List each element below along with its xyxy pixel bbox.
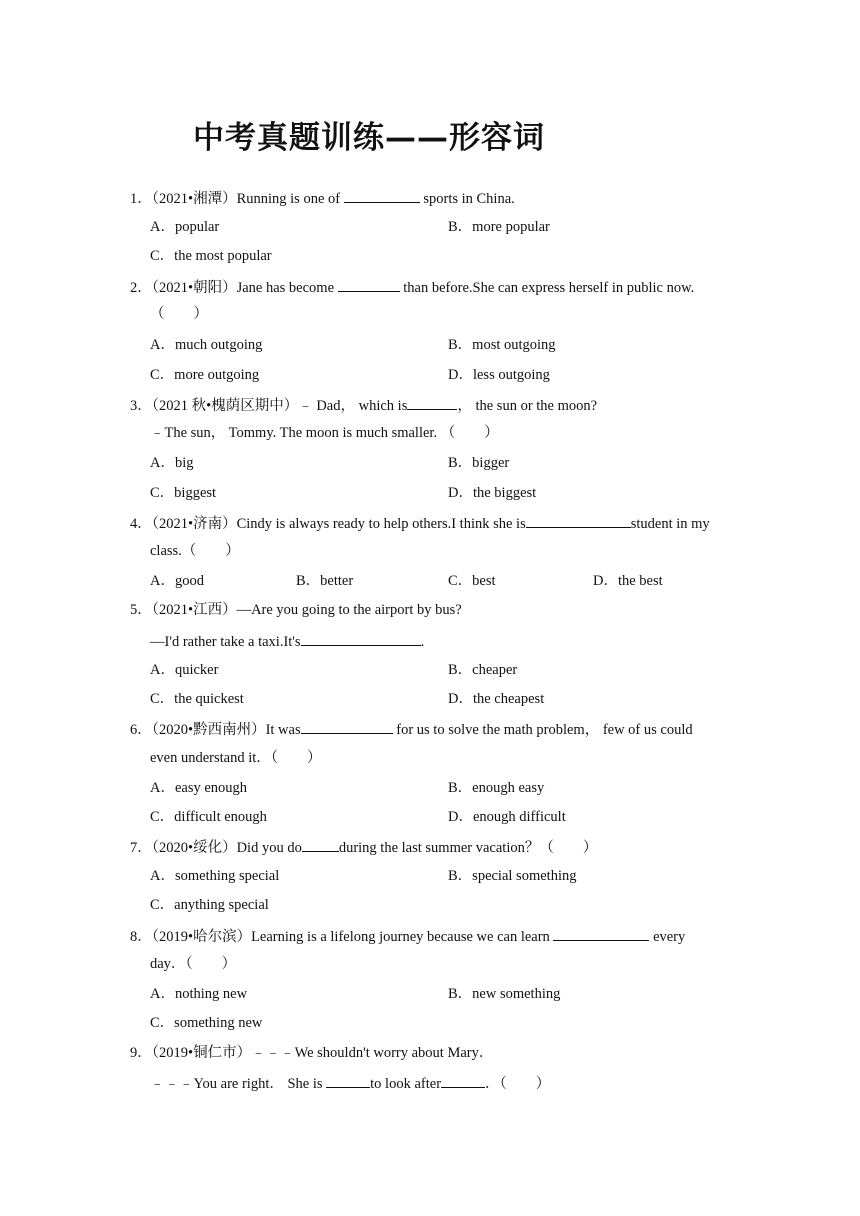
option-a: A．something special — [150, 868, 280, 884]
option-c: C．the quickest — [150, 691, 244, 707]
option-b: B．special something — [448, 868, 577, 884]
question-stem-text: 8．（2019•哈尔滨）Learning is a lifelong journey because we can learn — [130, 929, 554, 945]
question-1-stem — [130, 188, 515, 208]
answer-blank — [301, 719, 393, 734]
question-stem-text: 3．（2021 秋•槐荫区期中）﹣ Dad， which is — [130, 398, 408, 414]
question-stem-text: 4．（2021•济南）Cindy is always ready to help others.I think she is — [130, 516, 526, 532]
question-2-stem — [130, 277, 694, 297]
question-stem-text: 1．（2021•湘潭）Running is one of — [130, 191, 344, 207]
question-stem-text: during the last summer vacation？（ ） — [338, 840, 598, 856]
question-stem-text: ．（ ） — [485, 1076, 551, 1092]
option-d: D．less outgoing — [448, 367, 550, 383]
question-9-line2 — [150, 1073, 550, 1093]
option-a: A．good — [150, 573, 204, 589]
question-stem-text: to look after — [370, 1076, 442, 1092]
option-b: B．better — [296, 573, 354, 589]
question-stem-text: 2．（2021•朝阳）Jane has become — [130, 280, 338, 296]
answer-blank — [301, 631, 421, 646]
answer-blank — [441, 1073, 485, 1088]
question-6-line2: even understand it．（ ） — [150, 750, 322, 766]
page-title: 中考真题训练——形容词 — [193, 120, 545, 156]
question-stem-text: 6．（2020•黔西南州）It was — [130, 722, 301, 738]
option-a: A．easy enough — [150, 780, 248, 796]
question-3-stem — [130, 395, 597, 415]
option-c: C．best — [448, 573, 496, 589]
question-stem-text: student in my — [630, 516, 710, 532]
answer-blank — [526, 513, 631, 528]
question-9-stem: 9．（2019•铜仁市）﹣﹣﹣We shouldn't worry about Mary． — [130, 1045, 494, 1061]
question-3-line2: ﹣The sun， Tommy. The moon is much smaller. （ ） — [150, 425, 499, 441]
option-b: B．most outgoing — [448, 337, 556, 353]
question-7-stem — [130, 837, 597, 857]
option-b: B．new something — [448, 986, 561, 1002]
option-c: C．the most popular — [150, 248, 272, 264]
question-stem-text: for us to solve the math problem， few of us could — [392, 722, 693, 738]
question-stem-text: every — [649, 929, 686, 945]
option-d: D．the best — [593, 573, 663, 589]
question-stem-text: . — [420, 634, 425, 650]
option-b: B．more popular — [448, 219, 550, 235]
answer-blank — [553, 926, 649, 941]
question-5-stem: 5．（2021•江西）—Are you going to the airport by bus? — [130, 602, 462, 618]
answer-blank — [338, 277, 400, 292]
option-a: A．big — [150, 455, 194, 471]
question-stem-text: 7．（2020•绥化）Did you do — [130, 840, 302, 856]
answer-blank — [302, 837, 339, 852]
question-stem-text: ， the sun or the moon? — [457, 398, 598, 414]
option-d: D．the biggest — [448, 485, 537, 501]
option-d: D．the cheapest — [448, 691, 545, 707]
question-stem-text: —I'd rather take a taxi.It's — [150, 634, 301, 650]
answer-blank — [326, 1073, 370, 1088]
option-d: D．enough difficult — [448, 809, 566, 825]
question-8-stem — [130, 926, 685, 946]
option-a: A．quicker — [150, 662, 219, 678]
question-stem-text: sports in China. — [419, 191, 515, 207]
option-c: C．something new — [150, 1015, 263, 1031]
option-a: A．popular — [150, 219, 220, 235]
question-stem-text: ﹣﹣﹣You are right． She is — [150, 1076, 327, 1092]
answer-paren: （ ） — [150, 306, 208, 322]
question-8-line2: day．（ ） — [150, 956, 237, 972]
question-4-line2: class.（ ） — [150, 543, 240, 559]
question-4-stem — [130, 513, 710, 533]
option-a: A．nothing new — [150, 986, 248, 1002]
option-b: B．bigger — [448, 455, 510, 471]
question-stem-text: than before.She can express herself in public now. — [399, 280, 695, 296]
option-c: C．biggest — [150, 485, 217, 501]
question-5-line2 — [150, 631, 424, 651]
question-6-stem — [130, 719, 693, 739]
option-b: B．cheaper — [448, 662, 518, 678]
answer-blank — [344, 188, 420, 203]
option-a: A．much outgoing — [150, 337, 263, 353]
option-b: B．enough easy — [448, 780, 545, 796]
answer-blank — [407, 395, 457, 410]
option-c: C．difficult enough — [150, 809, 267, 825]
option-c: C．anything special — [150, 897, 269, 913]
option-c: C．more outgoing — [150, 367, 260, 383]
